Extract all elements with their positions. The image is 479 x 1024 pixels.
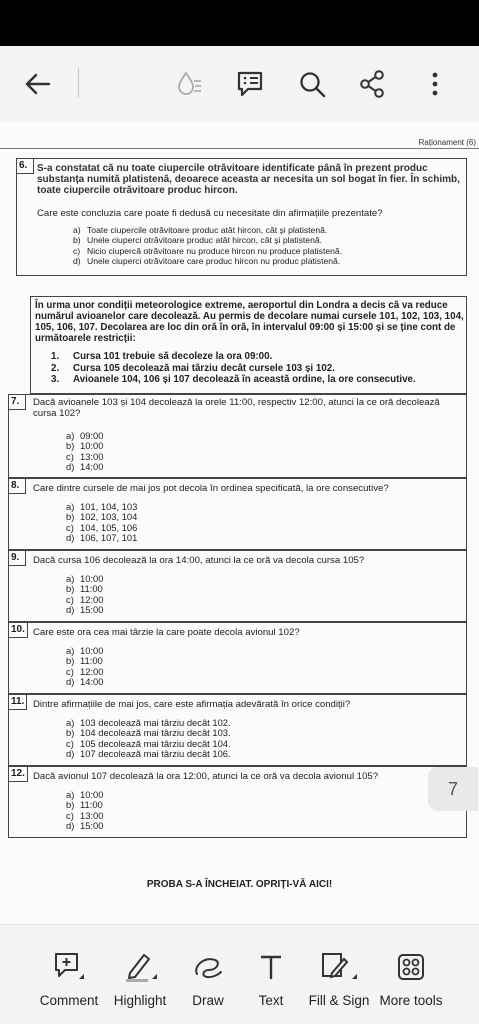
question-6-options: [73, 225, 342, 266]
highlight-icon: [120, 947, 160, 987]
status-bar: [0, 0, 479, 46]
option-d[interactable]: d) 14:00: [66, 460, 104, 472]
question-9-box: [8, 550, 467, 622]
question-9-options: [66, 574, 103, 615]
option-c[interactable]: c) 105 decolează mai târziu decât 104.: [66, 737, 231, 749]
question-10-box: [8, 622, 467, 694]
question-8-number: 8.: [8, 478, 26, 494]
read-aloud-icon[interactable]: [166, 62, 210, 106]
text-tool[interactable]: Text: [231, 947, 311, 1008]
question-10-options: [66, 646, 103, 687]
question-11-prompt: Dintre afirmațiile de mai jos, care este afirmația adevărată în orice condiții?: [33, 699, 351, 710]
context-rules: [51, 351, 416, 386]
question-10-prompt: Care este ora cea mai târzie la care poate decola avionul 102?: [33, 627, 300, 638]
option-b[interactable]: b) 10:00: [66, 440, 104, 452]
question-6-premise: S-a constatat că nu toate ciupercile otrăvitoare identificate până în prezent produc substanța numită platistenă, deoarece aceasta ar necesita un sol bogat în fier. În schimb, toate ciupercile otrăvitoare produc hircon.: [37, 163, 460, 196]
draw-icon: [188, 947, 228, 987]
option-d[interactable]: d) Unele ciuperci otrăvitoare care produc hircon nu produc platistenă.: [73, 255, 341, 266]
option-d[interactable]: d) 106, 107, 101: [66, 531, 138, 543]
question-6-box: [16, 158, 467, 276]
option-b[interactable]: b) 104 decolează mai târziu decât 103.: [66, 727, 231, 739]
question-11-options: [66, 718, 231, 759]
question-9-prompt: Dacă cursa 106 decolează la ora 14:00, atunci la ce oră va decola cursa 105?: [33, 555, 365, 566]
fill-sign-icon: [319, 947, 359, 987]
option-a[interactable]: a) 09:00: [66, 430, 104, 441]
option-c[interactable]: c) 12:00: [66, 593, 104, 605]
share-icon[interactable]: [350, 62, 394, 106]
bottom-toolbar: [0, 924, 479, 1024]
more-tools-icon: [391, 947, 431, 987]
option-a[interactable]: a) 103 decolează mai târziu decât 102.: [66, 717, 231, 728]
toolbar-divider: [78, 68, 79, 98]
search-icon[interactable]: [290, 62, 334, 106]
fill-sign-tool[interactable]: Fill & Sign: [299, 947, 379, 1008]
comment-list-icon[interactable]: [228, 62, 272, 106]
more-tools-button[interactable]: More tools: [371, 947, 451, 1008]
context-intro: În urma unor condiții meteorologice extreme, aeroportul din Londra a decis că va reduce numărul avioanelor care decolează. Au permis de decolare numai cursele 101, 102, 103, 104, 105, 106, 107. Decolarea are loc din oră în oră, în intervalul 09:00 și 15:00 și se ține cont de următoarele restricții:: [35, 300, 464, 344]
option-b[interactable]: b) 11:00: [66, 799, 103, 811]
option-a[interactable]: a) 101, 104, 103: [66, 501, 138, 512]
option-a[interactable]: a) Toate ciupercile otrăvitoare produc atât hircon, cât și platistenă.: [73, 225, 328, 235]
draw-tool[interactable]: Draw: [168, 947, 248, 1008]
question-8-box: [8, 478, 467, 550]
question-9-number: 9.: [8, 550, 26, 566]
question-11-number: 11.: [8, 694, 27, 710]
option-c[interactable]: c) 104, 105, 106: [66, 521, 138, 533]
highlight-tool[interactable]: Highlight: [100, 947, 180, 1008]
question-7-prompt: Dacă avioanele 103 și 104 decolează la orele 11:00, respectiv 12:00, atunci la ce oră decolează cursa 102?: [33, 397, 440, 419]
comment-tool[interactable]: Comment: [29, 947, 109, 1008]
header-rule: [0, 148, 479, 149]
option-b[interactable]: b) 11:00: [66, 655, 103, 667]
section-header: Raționament (6): [418, 138, 476, 147]
option-c[interactable]: c) 13:00: [66, 450, 104, 462]
question-10-number: 10.: [8, 622, 28, 638]
text-icon: [251, 947, 291, 987]
rule-3: 3. Avioanele 104, 106 și 107 decolează în această ordine, la ore consecutive.: [51, 374, 416, 385]
option-d[interactable]: d) 15:00: [66, 819, 104, 831]
document-page[interactable]: [0, 122, 479, 924]
rule-2: 2. Cursa 105 decolează mai târziu decât cursele 103 și 102.: [51, 362, 335, 374]
question-8-options: [66, 502, 137, 543]
option-d[interactable]: d) 15:00: [66, 603, 104, 615]
more-vert-icon[interactable]: [413, 62, 457, 106]
rule-1: 1. Cursa 101 trebuie să decoleze la ora 09:00.: [51, 351, 273, 362]
question-6-number: 6.: [16, 158, 34, 174]
option-d[interactable]: d) 14:00: [66, 675, 104, 687]
question-7-box: [8, 394, 467, 478]
back-arrow-icon[interactable]: [16, 62, 60, 106]
question-7-options: [66, 431, 103, 472]
option-a[interactable]: a) 10:00: [66, 573, 104, 584]
question-11-box: [8, 694, 467, 766]
option-b[interactable]: b) 102, 103, 104: [66, 511, 138, 523]
question-8-prompt: Care dintre cursele de mai jos pot decola în ordinea specificată, la ore consecutive?: [33, 483, 389, 494]
option-b[interactable]: b) Unele ciuperci otrăvitoare produc atât hircon, cât și platistenă.: [73, 235, 323, 246]
option-c[interactable]: c) 12:00: [66, 665, 104, 677]
question-12-prompt: Dacă avionul 107 decolează la ora 12:00, atunci la ce oră va decola avionul 105?: [33, 771, 379, 782]
question-7-number: 7.: [8, 394, 26, 410]
comment-icon: [49, 947, 89, 987]
page-number-badge: 7: [428, 767, 478, 811]
question-12-box: [8, 766, 467, 838]
top-toolbar: [0, 46, 479, 122]
question-12-number: 12.: [8, 766, 28, 782]
question-12-options: [66, 790, 103, 831]
end-notice: PROBA S-A ÎNCHEIAT. OPRIȚI-VĂ AICI!: [146, 879, 333, 890]
option-b[interactable]: b) 11:00: [66, 583, 103, 595]
option-c[interactable]: c) Nicio ciupercă otrăvitoare nu produce hircon nu produce platistenă.: [73, 245, 343, 256]
option-a[interactable]: a) 10:00: [66, 789, 104, 800]
question-6-prompt: Care este concluzia care poate fi dedusă cu necesitate din afirmațiile prezentate?: [37, 208, 383, 219]
option-d[interactable]: d) 107 decolează mai târziu decât 106.: [66, 747, 231, 759]
option-c[interactable]: c) 13:00: [66, 809, 104, 821]
context-box: [30, 296, 467, 394]
option-a[interactable]: a) 10:00: [66, 645, 104, 656]
